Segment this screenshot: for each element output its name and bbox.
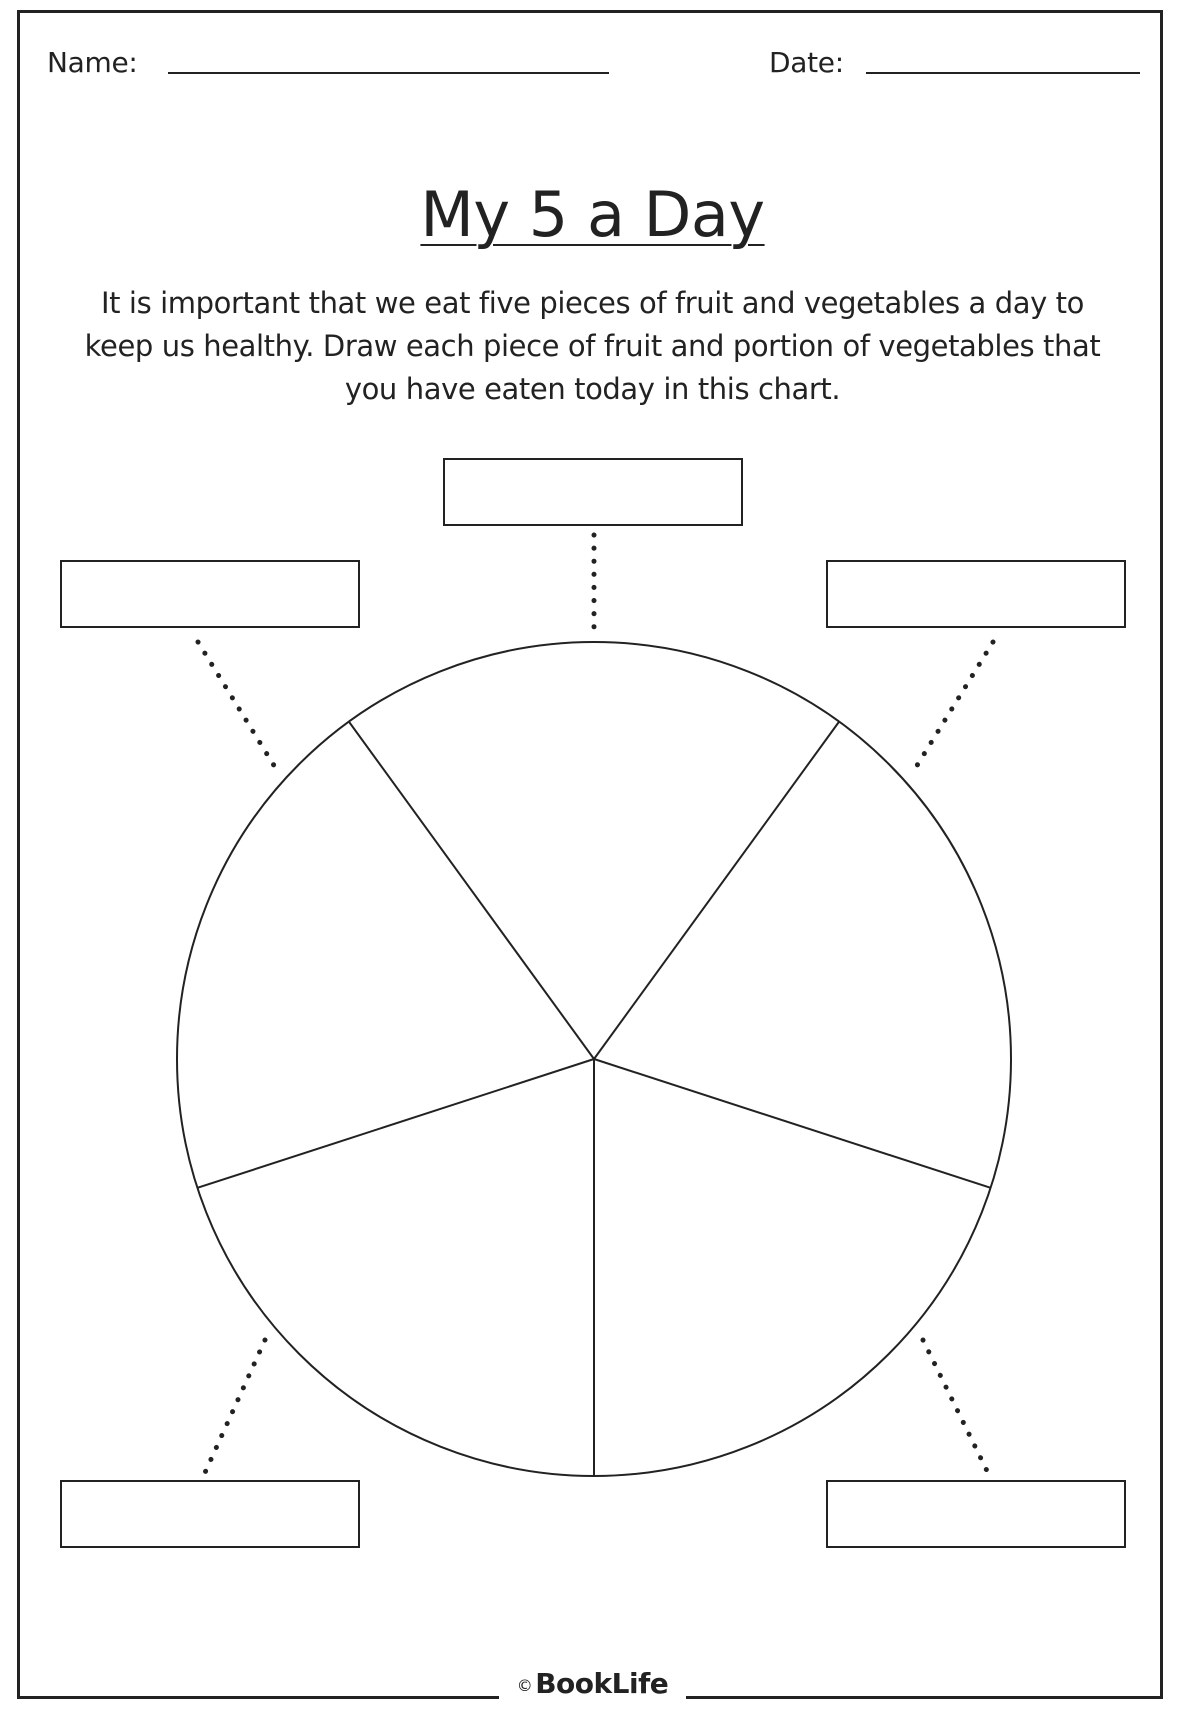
label-box-upper-right[interactable]	[826, 560, 1126, 628]
label-box-lower-right[interactable]	[826, 1480, 1126, 1548]
page-title: My 5 a Day	[420, 178, 765, 251]
brand-name: BookLife	[535, 1667, 669, 1700]
footer	[0, 1667, 1185, 1714]
pie-dividers	[197, 722, 990, 1476]
dotted-connector-4	[203, 1340, 265, 1477]
pie-divider-3	[349, 722, 594, 1059]
pie-divider-5	[594, 1059, 991, 1188]
pie-divider-4	[594, 722, 839, 1059]
label-box-upper-left[interactable]	[60, 560, 360, 628]
date-label: Date:	[769, 46, 844, 79]
name-label: Name:	[47, 46, 138, 79]
dotted-connectors	[198, 535, 993, 1477]
pie-divider-2	[197, 1059, 594, 1188]
dotted-connector-2	[198, 642, 278, 772]
instructions-text: It is important that we eat five pieces of fruit and vegetables a day to keep us healthy. Draw each piece of fruit and portion of vegetables that you have eaten today in this chart.	[84, 286, 1101, 406]
label-box-lower-left[interactable]	[60, 1480, 360, 1548]
label-box-top[interactable]	[443, 458, 743, 526]
dotted-connector-5	[923, 1340, 990, 1477]
copyright-symbol: ©	[516, 1676, 533, 1695]
dotted-connector-3	[913, 642, 993, 772]
booklife-logo	[499, 1667, 687, 1700]
